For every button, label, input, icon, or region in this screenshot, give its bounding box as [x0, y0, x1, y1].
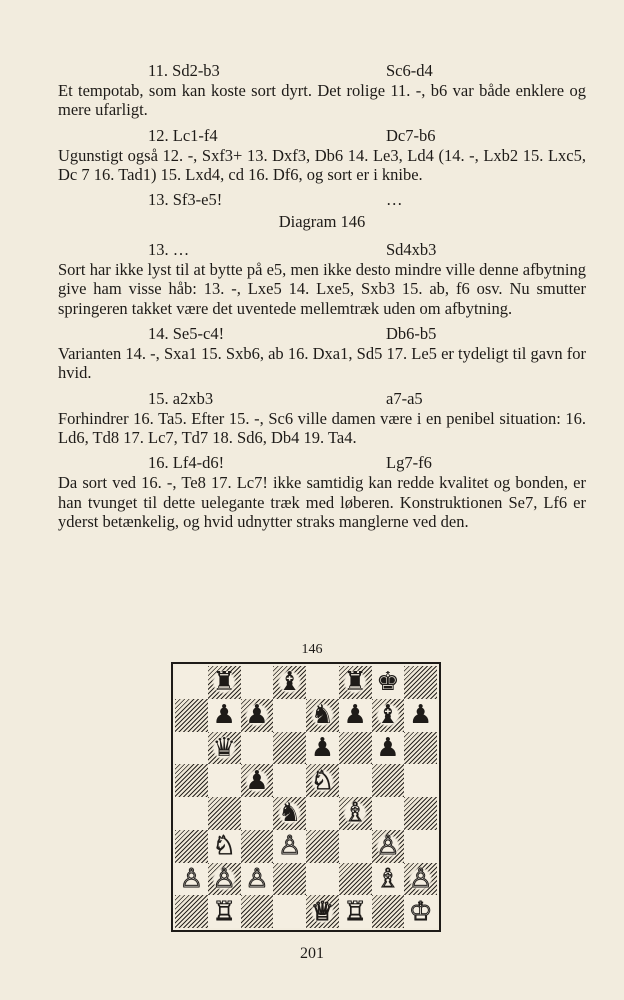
white-move: 13. Sf3-e5!	[148, 190, 223, 210]
board-square	[273, 732, 306, 765]
board-square	[404, 732, 437, 765]
board-square	[241, 797, 274, 830]
board-square	[306, 863, 339, 896]
board-square	[273, 699, 306, 732]
board-square	[208, 764, 241, 797]
board-square	[208, 732, 241, 765]
white-pawn-icon: ♙	[245, 863, 269, 894]
black-knight-icon: ♞	[277, 798, 302, 829]
white-rook-icon: ♖	[212, 896, 236, 927]
black-bishop-icon: ♝	[376, 700, 400, 731]
board-square	[404, 895, 437, 928]
board-square	[175, 863, 208, 896]
board-square	[208, 830, 241, 863]
black-pawn-icon: ♟	[343, 700, 367, 731]
board-square	[273, 797, 306, 830]
white-pawn-icon: ♙	[179, 863, 204, 894]
move-line	[58, 450, 586, 473]
white-move: 14. Se5-c4!	[148, 324, 225, 344]
white-move: 15. a2xb3	[148, 388, 214, 408]
white-knight-icon: ♘	[212, 831, 236, 862]
text-body	[58, 55, 586, 531]
board-square	[372, 830, 405, 863]
commentary-paragraph: Forhindrer 16. Ta5. Efter 15. -, Sc6 ville damen være i en penibel situation: 16. Ld6, Td8 17. Lc7, Td7 18. Sd6, Db4 19. Ta4.	[58, 408, 586, 447]
board-square	[306, 895, 339, 928]
board-square	[208, 699, 241, 732]
board-square	[339, 863, 372, 896]
commentary-paragraph: Varianten 14. -, Sxa1 15. Sxb6, ab 16. Dxa1, Sd5 17. Le5 er tydeligt til gavn for hvid.	[58, 344, 586, 383]
board-square	[339, 797, 372, 830]
white-move: 16. Lf4-d6!	[148, 453, 225, 473]
board-square	[306, 732, 339, 765]
board-square	[241, 863, 274, 896]
move-line	[58, 123, 586, 146]
board-square	[372, 764, 405, 797]
board-square	[404, 764, 437, 797]
board-square	[372, 699, 405, 732]
board-square	[339, 732, 372, 765]
board-square	[273, 666, 306, 699]
black-king-icon: ♚	[376, 667, 400, 698]
board-square	[208, 797, 241, 830]
board-square	[404, 830, 437, 863]
board-square	[175, 830, 208, 863]
board-square	[241, 764, 274, 797]
board-square	[241, 666, 274, 699]
black-knight-icon: ♞	[310, 700, 335, 731]
move-line	[58, 237, 586, 260]
white-pawn-icon: ♙	[376, 831, 400, 862]
board-square	[175, 699, 208, 732]
black-pawn-icon: ♟	[245, 700, 269, 731]
board-square	[404, 863, 437, 896]
white-pawn-icon: ♙	[408, 863, 433, 894]
board-square	[306, 830, 339, 863]
white-queen-icon: ♕	[310, 896, 335, 927]
white-king-icon: ♔	[408, 896, 433, 927]
board-square	[339, 895, 372, 928]
board-square	[404, 699, 437, 732]
black-pawn-icon: ♟	[376, 732, 400, 763]
black-move: Lg7-f6	[386, 453, 432, 473]
board-square	[241, 895, 274, 928]
board-square	[339, 764, 372, 797]
black-move: Dc7-b6	[386, 125, 436, 145]
black-move: Sc6-d4	[386, 61, 433, 80]
black-bishop-icon: ♝	[277, 667, 302, 698]
black-move: Sd4xb3	[386, 240, 437, 260]
white-rook-icon: ♖	[343, 896, 367, 927]
board-square	[339, 830, 372, 863]
board-square	[241, 830, 274, 863]
board-square	[175, 732, 208, 765]
board-square	[273, 830, 306, 863]
chess-diagram	[171, 662, 441, 932]
white-move: 11. Sd2-b3	[148, 61, 220, 80]
black-queen-icon: ♛	[212, 732, 236, 763]
black-move: …	[386, 190, 403, 210]
move-line	[58, 321, 586, 344]
board-square	[273, 863, 306, 896]
board-square	[241, 732, 274, 765]
white-move: 13. …	[148, 240, 190, 260]
board-square	[306, 764, 339, 797]
board-square	[241, 699, 274, 732]
board-square	[372, 863, 405, 896]
black-pawn-icon: ♟	[310, 732, 335, 763]
black-pawn-icon: ♟	[212, 700, 236, 731]
diagram-reference: Diagram 146	[278, 212, 366, 232]
page-number: 201	[300, 945, 324, 962]
board-square	[339, 699, 372, 732]
board-square	[175, 895, 208, 928]
diagram-caption: 146	[301, 642, 323, 657]
board-square	[404, 666, 437, 699]
white-bishop-icon: ♗	[376, 863, 400, 894]
black-pawn-icon: ♟	[408, 700, 433, 731]
board-square	[306, 699, 339, 732]
board-square	[208, 863, 241, 896]
board-square	[208, 666, 241, 699]
white-bishop-icon: ♗	[343, 798, 367, 829]
board-square	[273, 895, 306, 928]
board-square	[273, 764, 306, 797]
black-rook-icon: ♜	[343, 667, 367, 698]
board-square	[208, 895, 241, 928]
white-pawn-icon: ♙	[277, 831, 302, 862]
board-square	[175, 797, 208, 830]
board-square	[372, 895, 405, 928]
board-square	[404, 797, 437, 830]
board-square	[372, 666, 405, 699]
black-pawn-icon: ♟	[245, 765, 269, 796]
black-rook-icon: ♜	[212, 667, 236, 698]
move-line	[58, 386, 586, 409]
move-line	[58, 187, 586, 210]
white-pawn-icon: ♙	[212, 863, 236, 894]
commentary-paragraph: Et tempotab, som kan koste sort dyrt. Det rolige 11. -, b6 var både enklere og mere ufarligt.	[58, 81, 586, 120]
board-square	[175, 666, 208, 699]
move-line	[58, 58, 586, 81]
commentary-paragraph: Sort har ikke lyst til at bytte på e5, men ikke desto mindre ville denne afbytning give ham visse håb: 13. -, Lxe5 14. Lxe5, Sxb3 15. ab, f6 osv. Nu smutter springeren takket være det uventede mellemtræk uden om afbytning.	[58, 260, 586, 318]
black-move: Db6-b5	[386, 324, 437, 344]
commentary-paragraph: Ugunstigt også 12. -, Sxf3+ 13. Dxf3, Db6 14. Le3, Ld4 (14. -, Lxb2 15. Lxc5, Dc 7 16. Tad1) 15. Lxd4, cd 16. Df6, og sort er i knibe.	[58, 145, 586, 184]
board-square	[306, 797, 339, 830]
board-square	[339, 666, 372, 699]
board-square	[372, 732, 405, 765]
board-square	[306, 666, 339, 699]
board-square	[175, 764, 208, 797]
board-square	[372, 797, 405, 830]
white-move: 12. Lc1-f4	[148, 125, 218, 145]
white-knight-icon: ♘	[310, 765, 335, 796]
commentary-paragraph: Da sort ved 16. -, Te8 17. Lc7! ikke samtidig kan redde kvalitet og bonden, er han tvunget til dette uelegante træk med løberen. Konstruktionen Se7, Lf6 er yderst betænkelig, og hvid udnytter straks manglerne ved den.	[58, 473, 586, 531]
black-move: a7-a5	[386, 388, 423, 408]
chess-board	[175, 666, 437, 928]
